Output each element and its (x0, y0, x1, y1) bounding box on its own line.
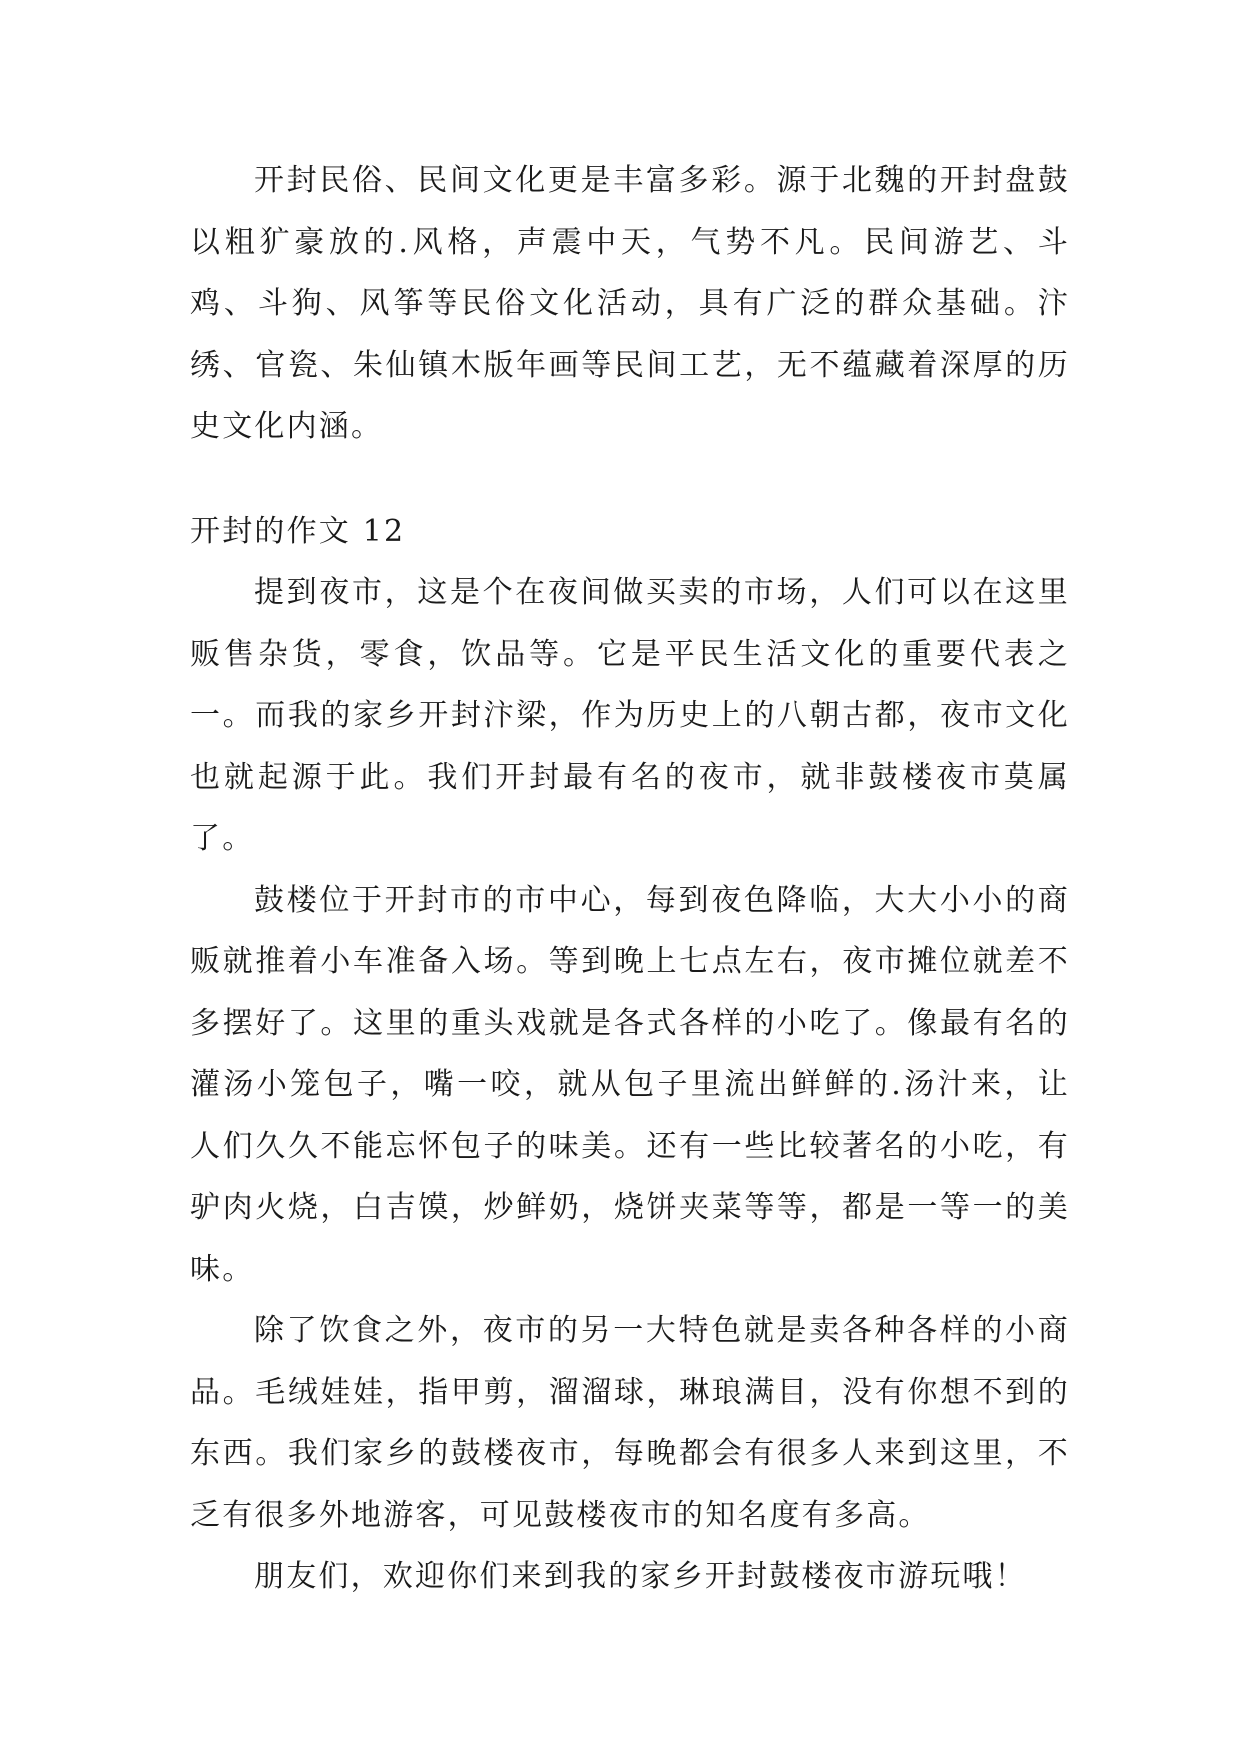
paragraph-night-market-intro: 提到夜市，这是个在夜间做买卖的市场，人们可以在这里贩售杂货，零食，饮品等。它是平民生活文化的重要代表之一。而我的家乡开封汴梁，作为历史上的八朝古都，夜市文化也就起源于此。我们开封最有名的夜市，就非鼓楼夜市莫属了。 (190, 575, 1070, 856)
document-page (190, 150, 1070, 1608)
paragraph-closing: 朋友们，欢迎你们来到我的家乡开封鼓楼夜市游玩哦！ (254, 1559, 1027, 1594)
intro-paragraph: 开封民俗、民间文化更是丰富多彩。源于北魏的开封盘鼓以粗犷豪放的.风格，声震中天，气势不凡。民间游艺、斗鸡、斗狗、风筝等民俗文化活动，具有广泛的群众基础。汴绣、官瓷、朱仙镇木版年画等民间工艺，无不蕴藏着深厚的历史文化内涵。 (190, 163, 1070, 444)
section-title: 开封的作文 12 (190, 513, 406, 549)
paragraph-drum-tower-food: 鼓楼位于开封市的市中心，每到夜色降临，大大小小的商贩就推着小车准备入场。等到晚上七点左右，夜市摊位就差不多摆好了。这里的重头戏就是各式各样的小吃了。像最有名的灌汤小笼包子，嘴一咬，就从包子里流出鲜鲜的.汤汁来，让人们久久不能忘怀包子的味美。还有一些比较著名的小吃，有驴肉火烧，白吉馍，炒鲜奶，烧饼夹菜等等，都是一等一的美味。 (190, 882, 1070, 1287)
paragraph-goods: 除了饮食之外，夜市的另一大特色就是卖各种各样的小商品。毛绒娃娃，指甲剪，溜溜球，琳琅满目，没有你想不到的东西。我们家乡的鼓楼夜市，每晚都会有很多人来到这里，不乏有很多外地游客，可见鼓楼夜市的知名度有多高。 (190, 1313, 1070, 1533)
